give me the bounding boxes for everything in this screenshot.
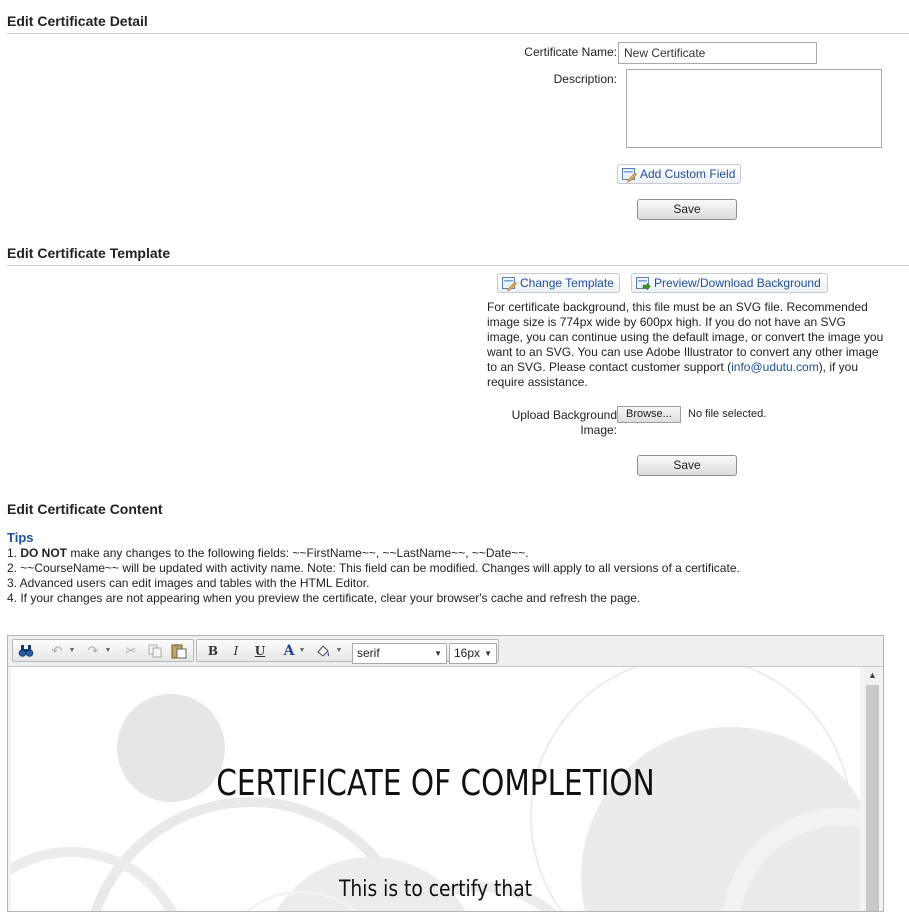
toolbar-group-format: [196, 639, 499, 662]
undo-dropdown-icon[interactable]: ▼: [68, 647, 76, 654]
underline-icon[interactable]: U: [254, 644, 266, 658]
font-size-select[interactable]: [449, 643, 497, 664]
font-size-dropdown-icon: ▼: [484, 649, 492, 658]
redo-dropdown-icon[interactable]: ▼: [104, 647, 112, 654]
tip-3: 3. Advanced users can edit images and tables with the HTML Editor.: [7, 576, 370, 590]
tips-title: Tips: [7, 530, 34, 545]
scrollbar-thumb[interactable]: [866, 685, 879, 911]
font-color-dropdown-icon[interactable]: ▼: [298, 647, 306, 654]
detail-save-button[interactable]: Save: [637, 199, 737, 220]
copy-icon[interactable]: [145, 642, 165, 660]
certificate-intro-line: This is to certify that: [338, 877, 533, 902]
upload-background-label-line1: Upload Background: [511, 408, 617, 422]
template-section-title: Edit Certificate Template: [7, 245, 909, 266]
redo-icon[interactable]: ↷: [87, 643, 99, 658]
edit-form-icon: [621, 166, 637, 182]
find-replace-icon[interactable]: [16, 642, 36, 660]
highlight-color-icon[interactable]: [313, 642, 333, 660]
change-template-icon: [501, 275, 517, 291]
font-family-dropdown-icon: ▼: [434, 649, 442, 658]
description-textarea[interactable]: [626, 69, 882, 148]
tip-1: [7, 546, 529, 560]
tip-1-number: 1.: [7, 546, 21, 560]
editor-toolbar: [8, 636, 883, 667]
tip-2: 2. ~~CourseName~~ will be updated with activity name. Note: This field can be modified. Changes will apply to all versions of a certificate.: [7, 561, 740, 575]
change-template-button[interactable]: [497, 273, 620, 293]
add-custom-field-button[interactable]: [617, 164, 741, 184]
add-custom-field-label: Add Custom Field: [640, 167, 736, 181]
font-family-value: serif: [357, 646, 380, 660]
editor-scrollbar[interactable]: [864, 667, 881, 911]
font-size-value: 16px: [454, 646, 481, 660]
font-color-icon[interactable]: A: [283, 643, 295, 659]
upload-background-label: [480, 408, 617, 438]
preview-download-background-label: Preview/Download Background: [654, 276, 821, 290]
template-save-button[interactable]: Save: [637, 455, 737, 476]
undo-icon[interactable]: ↶: [51, 643, 63, 658]
font-family-select[interactable]: [352, 643, 447, 664]
html-editor: [7, 635, 884, 912]
browse-button[interactable]: Browse...: [617, 406, 681, 423]
bold-icon[interactable]: B: [207, 644, 219, 658]
svg-info-text-end: ), if you require assistance.: [487, 360, 859, 389]
file-status-text: No file selected.: [688, 408, 767, 420]
svg-requirements-text: [487, 300, 885, 390]
toolbar-group-edit: [12, 639, 194, 662]
content-section-title: Edit Certificate Content: [7, 501, 163, 517]
tip-1-bold: DO NOT: [20, 546, 68, 560]
certificate-name-label: Certificate Name:: [524, 45, 617, 59]
paste-icon[interactable]: [169, 642, 189, 660]
certificate-heading: CERTIFICATE OF COMPLETION: [216, 763, 655, 804]
italic-icon[interactable]: I: [233, 644, 239, 658]
upload-background-label-line2: Image:: [580, 423, 617, 437]
tip-4: 4. If your changes are not appearing when you preview the certificate, clear your browser's cache and refresh the page.: [7, 591, 641, 605]
editor-content-area[interactable]: [11, 667, 860, 911]
change-template-label: Change Template: [520, 276, 614, 290]
description-label: Description:: [553, 72, 617, 86]
cut-icon[interactable]: ✂: [125, 643, 137, 658]
svg-info-text: For certificate background, this file must be an SVG file. Recommended image size is 774px wide by 600px high. If you do not have an SVG image, you can continue using the default image, or convert the image you want to an SVG. You can use Adobe Illustrator to convert any other image to an SVG. Please contact customer support (: [487, 300, 884, 374]
preview-download-background-button[interactable]: [631, 273, 828, 293]
detail-section-title: Edit Certificate Detail: [7, 13, 909, 34]
preview-download-icon: [635, 275, 651, 291]
support-email-link[interactable]: info@udutu.com: [731, 360, 819, 374]
tip-1-text: make any changes to the following fields: ~~FirstName~~, ~~LastName~~, ~~Date~~.: [67, 546, 529, 560]
certificate-name-input[interactable]: [618, 42, 817, 64]
scroll-up-icon[interactable]: ▲: [868, 670, 877, 680]
highlight-color-dropdown-icon[interactable]: ▼: [335, 647, 343, 654]
